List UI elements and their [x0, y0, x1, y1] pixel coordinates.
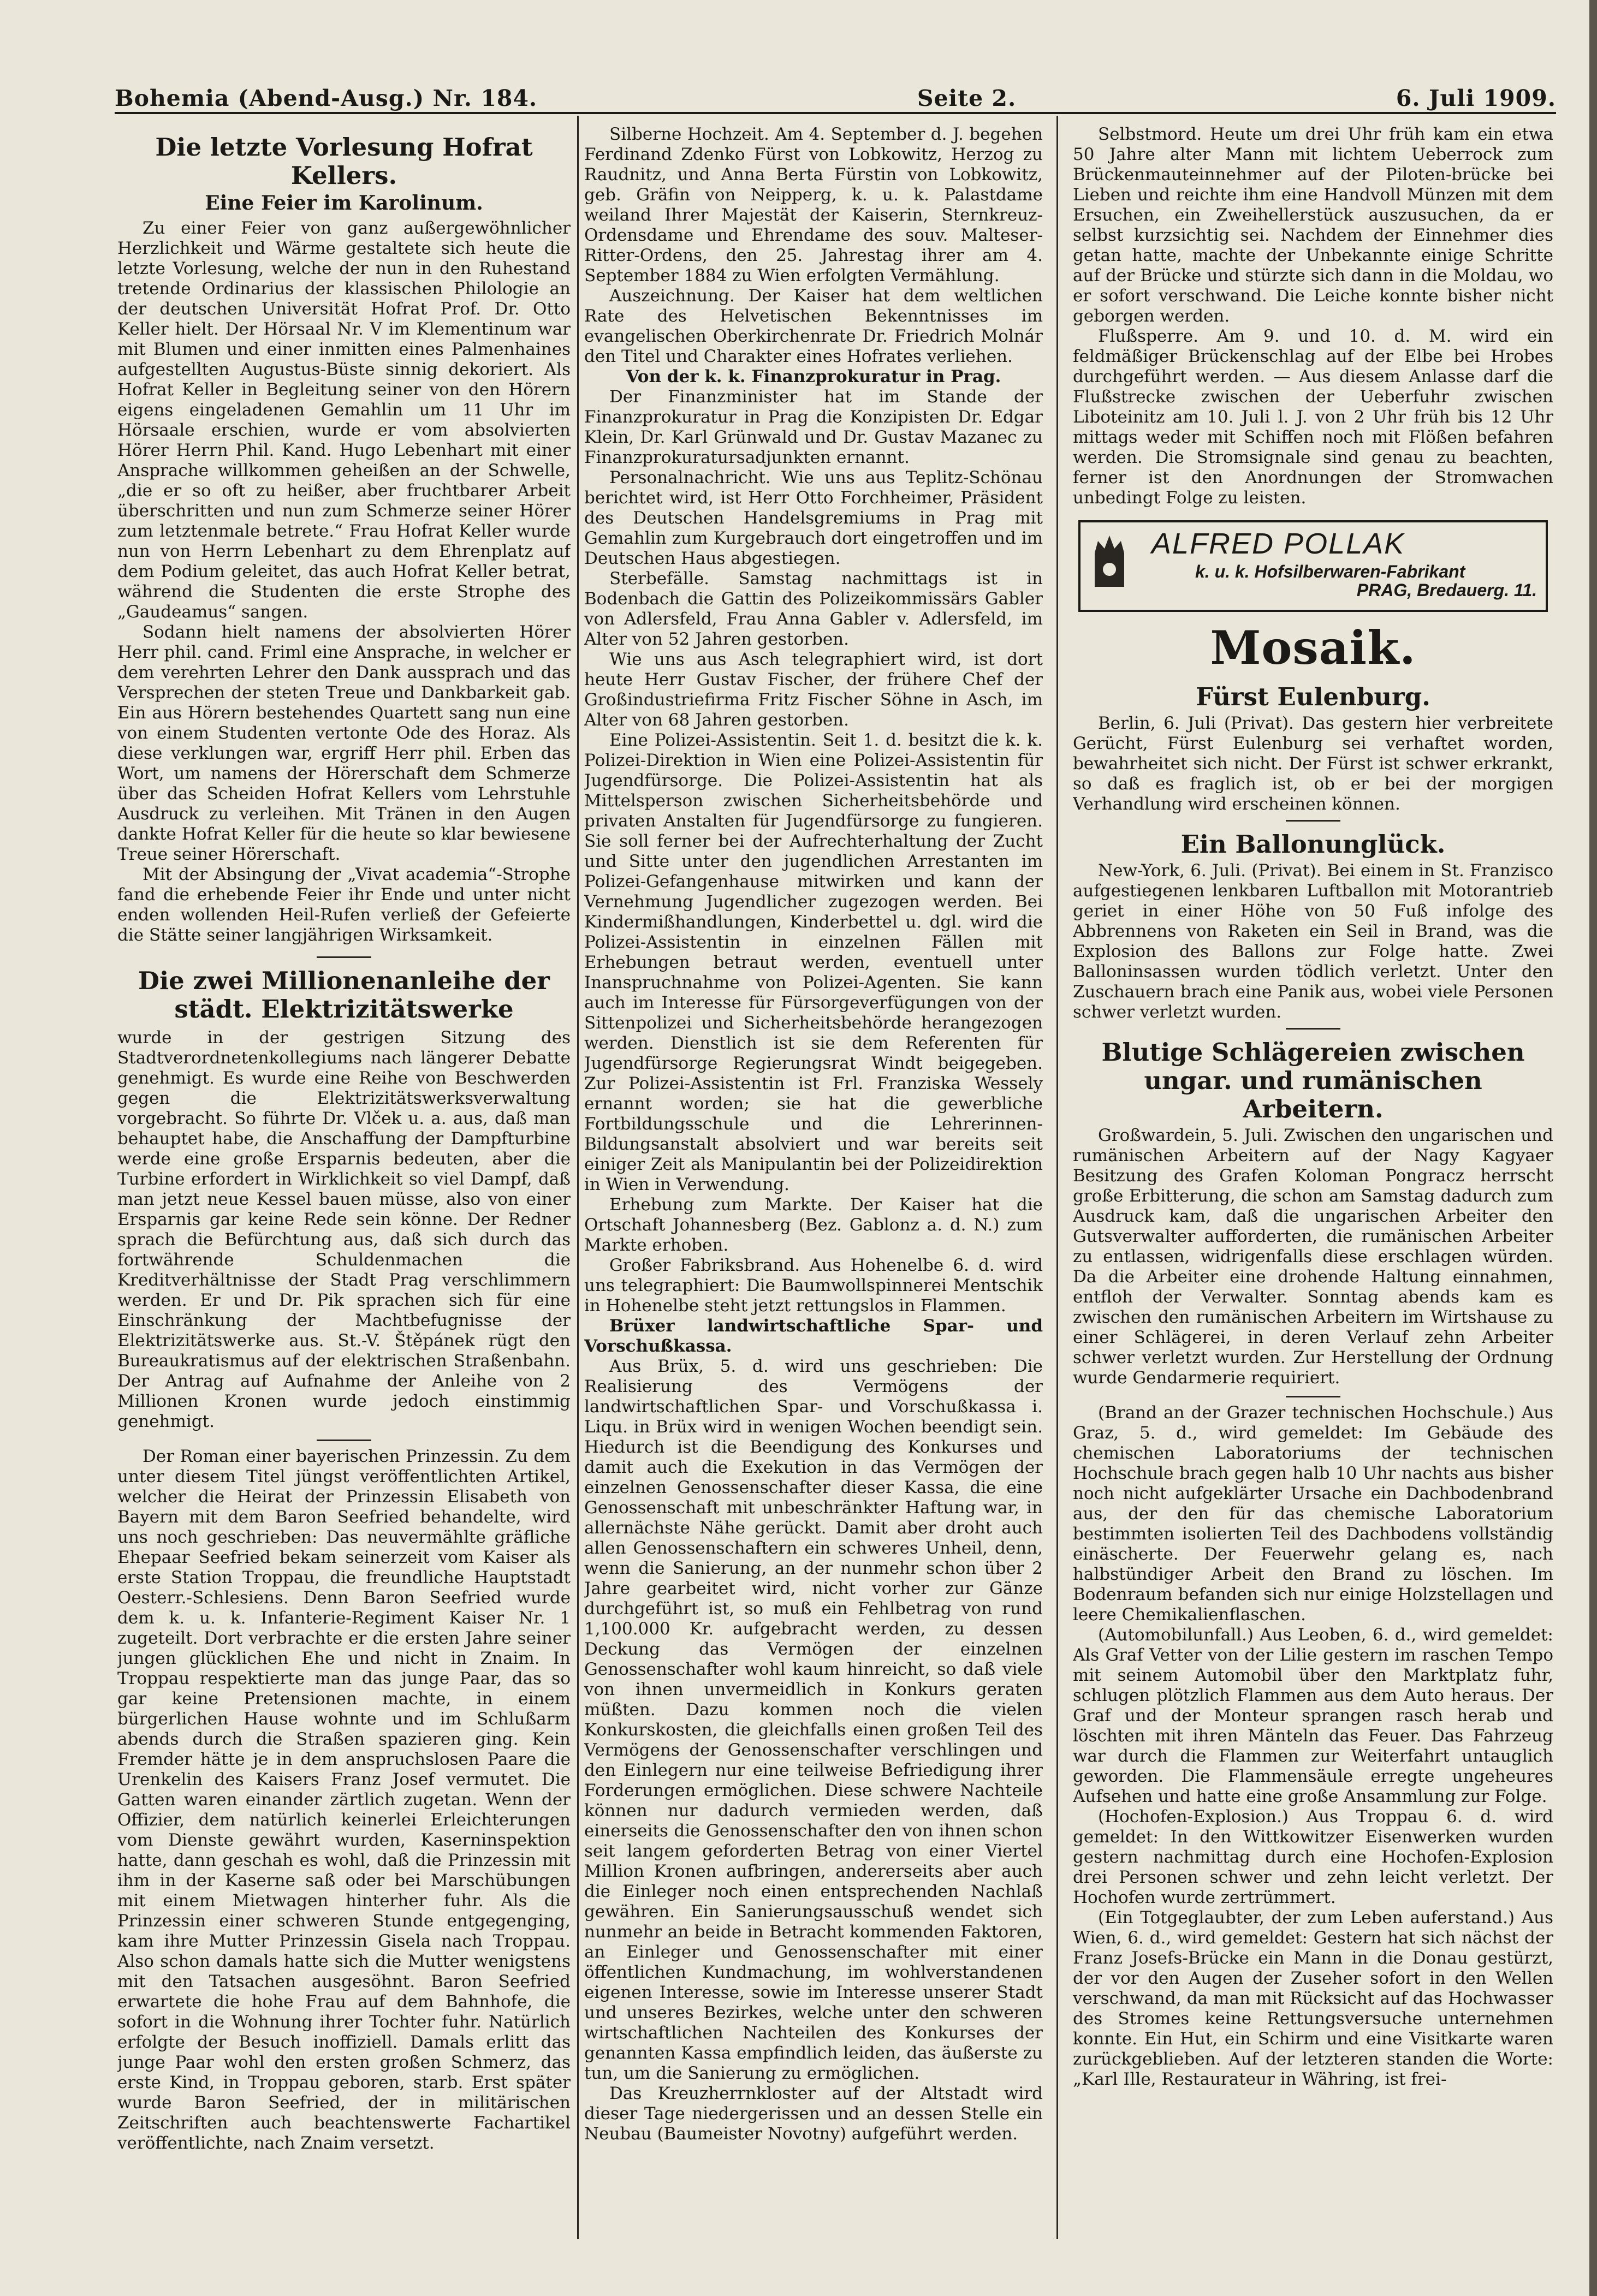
section-divider: [1286, 1028, 1340, 1030]
news-item: Erhebung zum Markte. Der Kaiser hat die Ortschaft Johannesberg (Bez. Gablonz a. d. N.) zum Markte erhoben.: [584, 1195, 1043, 1255]
news-item: Großwardein, 5. Juli. Zwischen den ungarischen und rumänischen Arbeitern auf der Nagy Kagyaer Besitzung des Grafen Koloman Pongracz herrscht große Erbitterung, die schon am Samstag dadurch zum Ausdruck kam, daß die ungarischen Arbeiter den Gutsverwalter aufforderten, die rumänischen Arbeiter zu entlassen, widrigenfalls diese erschlagen würden. Da die Arbeiter eine drohende Haltung einnahmen, entfloh der Verwalter. Sonntag abends kam es zwischen den rumänischen Arbeitern im Wirtshause zu einer Schlägerei, in deren Verlauf zehn Arbeiter schwer verletzt wurden. Zur Herstellung der Ordnung wurde Gendarmerie requiriert.: [1073, 1126, 1553, 1388]
article-headline: Die zwei Millionenanleihe der städt. Elektrizitätswerke: [138, 966, 550, 1024]
news-item: Silberne Hochzeit. Am 4. September d. J. begehen Ferdinand Zdenko Fürst von Lobkowitz, Herzog zu Raudnitz, und Anna Berta Fürstin von Lobkowitz, geb. Gräfin von Neipperg, k. u. k. Palastdame weiland Ihrer Majestät der Kaiserin, Sternkreuz-Ordensdame und Ehrendame des souv. Malteser-Ritter-Ordens, den 25. Jahrestag ihrer am 4. September 1884 zu Wien erfolgten Vermählung.: [584, 124, 1043, 285]
crown-logo-icon: [1090, 531, 1129, 591]
advertisement: [1078, 520, 1548, 612]
ad-address: PRAG, Bredauerg. 11.: [1356, 580, 1537, 600]
news-item: Sterbefälle. Samstag nachmittags ist in Bodenbach die Gattin des Polizeikommissärs Gabler von Adlersfeld, Frau Anna Gabler v. Adlersfeld, im Alter von 52 Jahren gestorben.: [584, 569, 1043, 649]
article-paragraph: Der Roman einer bayerischen Prinzessin. Zu dem unter diesem Titel jüngst veröffentlichten Artikel, welcher die Heirat der Prinzessin Elisabeth von Bayern mit dem Baron Seefried behandelte, wird uns noch geschrieben: Das neuvermählte gräfliche Ehepaar Seefried bekam seinerzeit vom Kaiser als erste Station Troppau, die freundliche Hauptstadt Oesterr.-Schlesiens. Denn Baron Seefried wurde dem k. u. k. Infanterie-Regiment Kaiser Nr. 1 zugeteilt. Dort verbrachte er die ersten Jahre seiner jungen glücklichen Ehe und nicht in Znaim. In Troppau respektierte man das junge Paar, das so gar keine Pretensionen machte, in einem bürgerlichen Hause wohnte und im Schlußarm abends durch die Straßen spazieren ging. Kein Fremder hätte je in dem anspruchslosen Paare die Urenkelin des Kaisers Franz Josef vermutet. Die Gatten waren einander zärtlich zugetan. Wenn der Offizier, dem natürlich keinerlei Erleichterungen vom Dienste gewährt wurden, Kaserninspektion hatte, dann geschah es wohl, daß die Prinzessin mit ihm in der Kaserne saß oder bei Marschübungen mit einem Mietwagen hinterher fuhr. Als die Prinzessin einer schweren Stunde entgegenging, kam ihre Mutter Prinzessin Gisela nach Troppau. Also schon damals hatte sich die Mutter wenigstens mit den Tatsachen ausgesöhnt. Baron Seefried erwartete die hohe Frau auf dem Bahnhofe, die sofort in die Wohnung ihrer Tochter fuhr. Natürlich erfolgte der Besuch inoffiziell. Damals erlitt das junge Paar wohl den ersten großen Schmerz, das erste Kind, in Troppau geboren, starb. Erst später wurde Baron Seefried, der in militärischen Zeitschriften auch beachtenswerte Fachartikel veröffentlichte, nach Znaim versetzt.: [117, 1447, 571, 2153]
column-1: [117, 124, 571, 2253]
masthead-date: 6. Juli 1909.: [1396, 85, 1556, 111]
column-rule-2: [1056, 116, 1058, 2239]
news-item: Berlin, 6. Juli (Privat). Das gestern hier verbreitete Gerücht, Fürst Eulenburg sei verhaftet worden, bewahrheitet sich nicht. Der Fürst ist schwer erkrankt, so daß es fraglich ist, ob er bei der morgigen Verhandlung wird erscheinen können.: [1073, 713, 1553, 814]
news-item: Selbstmord. Heute um drei Uhr früh kam ein etwa 50 Jahre alter Mann mit lichtem Ueberrock zum Brückenmauteinnehmer auf der Piloten-brücke bei Lieben und reichte ihm eine Handvoll Münzen mit dem Ersuchen, ein Zweihellerstück auszusuchen, da er selbst kurzsichtig sei. Nachdem der Einnehmer dies getan hatte, machte der Unbekannte einige Schritte auf der Brücke und stürzte sich dann in die Moldau, wo er sofort verschwand. Die Leiche konnte bisher nicht geborgen werden.: [1073, 124, 1553, 326]
news-item: (Hochofen-Explosion.) Aus Troppau 6. d. wird gemeldet: In den Wittkowitzer Eisenwerken wurden gestern nachmittag durch eine Hochofen-Explosion drei Personen schwer und zehn leicht verletzt. Der Hochofen wurde zertrümmert.: [1073, 1807, 1553, 1907]
section-divider: [317, 1440, 371, 1441]
news-item: Großer Fabriksbrand. Aus Hohenelbe 6. d. wird uns telegraphiert: Die Baumwollspinnerei Mentschik in Hohenelbe steht jetzt rettungslos in Flammen.: [584, 1256, 1043, 1316]
news-item-heading: Von der k. k. Finanzprokuratur in Prag.: [626, 367, 1001, 386]
column-2: [584, 124, 1043, 2253]
news-item: Das Kreuzherrnkloster auf der Altstadt wird dieser Tage niedergerissen und an dessen Stelle ein Neubau (Baumeister Novotny) aufgeführt werden.: [584, 2084, 1043, 2144]
news-item: New-York, 6. Juli. (Privat). Bei einem in St. Franzisco aufgestiegenen lenkbaren Luftballon mit Motorantrieb geriet in einer Höhe von 50 Fuß infolge des Abbrennens von Raketen ein Seil in Brand, was die Explosion des Ballons zur Folge hatte. Zwei Balloninsassen wurden tödlich verletzt. Unter den Zuschauern brach eine Panik aus, wobei viele Personen schwer verletzt wurden.: [1073, 861, 1553, 1022]
news-item: Wie uns aus Asch telegraphiert wird, ist dort heute Herr Gustav Fischer, der frühere Chef der Großindustriefirma Fritz Fischer Söhne in Asch, im Alter von 68 Jahren gestorben.: [584, 650, 1043, 730]
section-divider: [317, 956, 371, 958]
section-divider: [1286, 820, 1340, 822]
article-paragraph: Sodann hielt namens der absolvierten Hörer Herr phil. cand. Friml eine Ansprache, in welcher er dem verehrten Lehrer den Dank aussprach und das Versprechen der steten Treue und Dankbarkeit gab. Ein aus Hörern bestehendes Quartett sang nun eine von einem Studenten vertonte Ode des Horaz. Als diese verklungen war, ergriff Herr phil. Erben das Wort, um namens der Hörerschaft dem Schmerze über das Scheiden Hofrat Kellers vom Lehrstuhle Ausdruck zu verleihen. Mit Tränen in den Augen dankte Hofrat Keller für die heute so klar bewiesene Treue seiner Hörerschaft.: [117, 622, 571, 864]
news-item: (Automobilunfall.) Aus Leoben, 6. d., wird gemeldet: Als Graf Vetter von der Lilie gestern im raschen Tempo mit seinem Automobil über den Marktplatz fuhr, schlugen plötzlich Flammen aus dem Auto heraus. Der Graf und der Monteur sprangen rasch herab und löschten mit ihren Mänteln das Feuer. Das Fahrzeug war durch die Flammen zur Weiterfahrt untauglich geworden. Die Flammensäule erregte ungeheures Aufsehen und hatte eine große Ansammlung zur Folge.: [1073, 1625, 1553, 1806]
news-item: Der Finanzminister hat im Stande der Finanzprokuratur in Prag die Konzipisten Dr. Edgar Klein, Dr. Karl Grünwald und Dr. Gustav Mazanec zu Finanzprokuratursadjunkten ernannt.: [584, 387, 1043, 467]
article-headline: Ein Ballonunglück.: [1180, 830, 1446, 859]
article-subheadline: Eine Feier im Karolinum.: [205, 192, 483, 215]
column-rule-1: [577, 116, 579, 2239]
article-headline: Die letzte Vorlesung Hofrat Kellers.: [155, 133, 533, 190]
section-divider: [1286, 1396, 1340, 1397]
masthead: [115, 81, 1556, 111]
news-item: Eine Polizei-Assistentin. Seit 1. d. besitzt die k. k. Polizei-Direktion in Wien eine Polizei-Assistentin für Jugendfürsorge. Die Polizei-Assistentin hat als Mittelsperson zwischen Sicherheitsbehörde und privaten Anstalten für Jugendfürsorge zu fungieren. Sie soll ferner bei der Aufrechterhaltung der Zucht und Sitte unter den jugendlichen Arrestanten im Polizei-Gefangenhause mitwirken und kann der Vernehmung Jugendlicher zugezogen werden. Bei Kindermißhandlungen, Kinderbettel u. dgl. wird die Polizei-Assistentin in einzelnen Fällen mit Erhebungen betraut werden, eventuell unter Inanspruchnahme von Polizei-Agenten. Sie kann auch im Interesse für Fürsorgeverfügungen von der Sittenpolizei und Sicherheitsbehörde herangezogen werden. Dienstlich ist sie dem Referenten für Jugendfürsorge Regierungsrat Windt beigegeben. Zur Polizei-Assistentin ist Frl. Franziska Wessely ernannt worden; sie hat die gewerbliche Fortbildungsschule und die Lehrerinnen-Bildungsanstalt absolviert und war bereits seit einiger Zeit als Manipulantin bei der Polizeidirektion in Wien in Verwendung.: [584, 730, 1043, 1194]
news-item: (Brand an der Grazer technischen Hochschule.) Aus Graz, 5. d., wird gemeldet: Im Gebäude des chemischen Laboratoriums der technischen Hochschule brach gegen halb 10 Uhr nachts aus bisher noch nicht aufgeklärter Ursache ein Dachbodenbrand aus, der den für das chemische Laboratorium bestimmten isolierten Teil des Dachbodens vollständig einäscherte. Der Feuerwehr gelang es, nach halbstündiger Arbeit den Brand zu löschen. Im Bodenraum befanden sich nur einige Holzstellagen und leere Chemikalienflaschen.: [1073, 1403, 1553, 1625]
news-item-heading: Brüxer landwirtschaftliche Spar- und Vorschußkassa.: [584, 1316, 1043, 1356]
masthead-page: Seite 2.: [917, 85, 1017, 111]
article-headline: Fürst Eulenburg.: [1196, 682, 1430, 711]
masthead-rule: [115, 112, 1556, 114]
article-paragraph: wurde in der gestrigen Sitzung des Stadtverordnetenkollegiums nach längerer Debatte genehmigt. Es wurde eine Reihe von Beschwerden gegen die Elektrizitätswerksverwaltung vorgebracht. So führte Dr. Vlček u. a. aus, daß man behauptet habe, die Anschaffung der Dampfturbine werde eine große Ersparnis bedeuten, aber die Turbine erfordert in Wirklichkeit so viel Dampf, daß man jetzt neue Kessel bauen müsse, also von einer Ersparnis gar keine Rede sein könne. Der Redner sprach die Befürchtung aus, daß sich durch das fortwährende Schuldenmachen die Kreditverhältnisse der Stadt Prag verschlimmern werden. Er und Dr. Pik sprachen sich für eine Einschränkung der Machtbefugnisse der Elektrizitätswerke aus. St.-V. Štěpánek rügt den Bureaukratismus auf der elektrischen Straßenbahn. Der Antrag auf Aufnahme der Anleihe von 2 Millionen Kronen wurde jedoch einstimmig genehmigt.: [117, 1028, 571, 1431]
masthead-paper: Bohemia (Abend-Ausg.) Nr. 184.: [115, 85, 538, 111]
news-item: Aus Brüx, 5. d. wird uns geschrieben: Die Realisierung des Vermögens der landwirtschaftlichen Spar- und Vorschußkassa i. Liqu. in Brüx wird in wenigen Wochen beendigt sein. Hiedurch ist die Beendigung des Konkurses und damit auch die Exekution in das Vermögen der einzelnen Genossenschafter dieser Kassa, die eine Genossenschaft mit unbeschränkter Haftung war, in allernächste Nähe gerückt. Damit aber droht auch allen Genossenschaftern ein schweres Unheil, denn, wenn die Sanierung, an der nunmehr schon über 2 Jahre gearbeitet wird, nicht vorher zur Gänze durchgeführt ist, so muß ein Fehlbetrag von rund 1,100.000 Kr. aufgebracht werden, zu dessen Deckung das Vermögen der einzelnen Genossenschafter wohl kaum hinreicht, so daß viele von ihnen unvermeidlich in Konkurs geraten müßten. Dazu kommen noch die vielen Konkurskosten, die gleichfalls einen großen Teil des Vermögens der Genossenschafter verschlingen und den Einlegern nur eine teilweise Befriedigung ihrer Forderungen ermöglichen. Diese schwere Nachteile können nur dadurch vermieden werden, daß einerseits die Genossenschafter den von ihnen schon seit langem geforderten Betrag von einer Viertel Million Kronen aufbringen, andererseits aber auch die Einleger noch einen entsprechenden Nachlaß gewähren. Ein Sanierungsausschuß wendet sich nunmehr an beide in Betracht kommenden Faktoren, an Einleger und Genossenschafter mit einer öffentlichen Kundmachung, im wohlverstandenen eigenen Interesse, sowie im Interesse unserer Stadt und unseres Bezirkes, welche unter den schweren wirtschaftlichen Nachteilen des Konkurses der genannten Kassa empfindlich leiden, das äußerste zu tun, um die Sanierung zu ermöglichen.: [584, 1357, 1043, 2083]
news-item: Flußsperre. Am 9. und 10. d. M. wird ein feldmäßiger Brückenschlag auf der Elbe bei Hrobes durchgeführt werden. — Aus diesem Anlasse darf die Flußstrecke zwischen der Ueberfuhr zwischen Liboteinitz am 10. Juli l. J. von 2 Uhr früh bis 12 Uhr mittags weder mit Schiffen noch mit Flößen befahren werden. Die Stromsignale sind genau zu beachten, ferner ist den Anordnungen der Stromwachen unbedingt Folge zu leisten.: [1073, 326, 1553, 508]
ad-company-name: ALFRED POLLAK: [1151, 527, 1405, 560]
news-item: (Ein Totgeglaubter, der zum Leben auferstand.) Aus Wien, 6. d., wird gemeldet: Gestern hat sich nächst der Franz Josefs-Brücke ein Mann in die Donau gestürzt, der vor den Augen der Zuseher sofort in den Wellen verschwand, da man mit Rücksicht auf das Hochwasser des Stromes keine Rettungsversuche unternehmen konnte. Ein Hut, ein Schirm und eine Visitkarte waren zurückgeblieben. Auf der letzteren standen die Worte: „Karl Ille, Restaurateur in Währing, ist frei-: [1073, 1908, 1553, 2089]
ad-tagline: k. u. k. Hofsilberwaren-Fabrikant: [1195, 562, 1465, 581]
article-paragraph: Zu einer Feier von ganz außergewöhnlicher Herzlichkeit und Wärme gestaltete sich heute die letzte Vorlesung, welche der nun in den Ruhestand tretende Ordinarius der klassischen Philologie an der deutschen Universität Hofrat Prof. Dr. Otto Keller hielt. Der Hörsaal Nr. V im Klementinum war mit Blumen und einer inmitten eines Palmenhaines aufgestellten Augustus-Büste sinnig dekoriert. Als Hofrat Keller in Begleitung seiner von den Hörern eigens eingeladenen Gemahlin um 11 Uhr im Hörsaale erschien, wurde er vom absolvierten Hörer Herrn Phil. Kand. Hugo Lebenhart mit einer Ansprache willkommen geheißen an der Schwelle, „die er so oft zu heißer, aber fruchtbarer Arbeit überschritten und nun zum Schmerze seiner Hörer zum letztenmale betrete.“ Frau Hofrat Keller wurde nun von Herrn Lebenhart zu dem Ehrenplatz auf dem Podium geleitet, das auch Hofrat Keller betrat, während die Studenten die erste Strophe des „Gaudeamus“ sangen.: [117, 218, 571, 622]
news-item: Auszeichnung. Der Kaiser hat dem weltlichen Rate des Helvetischen Bekenntnisses im evangelischen Oberkirchenrate Dr. Friedrich Molnár den Titel und Charakter eines Hofrates verliehen.: [584, 286, 1043, 366]
news-item: Personalnachricht. Wie uns aus Teplitz-Schönau berichtet wird, ist Herr Otto Forchheimer, Präsident des Deutschen Handelsgremiums in Prag mit Gemahlin zum Kurgebrauch dort eingetroffen und im Deutschen Haus abgestiegen.: [584, 468, 1043, 568]
article-paragraph: Mit der Absingung der „Vivat academia“-Strophe fand die erhebende Feier ihr Ende und unter nicht enden wollenden Heil-Rufen verließ der Gefeierte die Stätte seiner langjährigen Wirksamkeit.: [117, 865, 571, 945]
section-title: Mosaik.: [1210, 621, 1416, 675]
page-edge: [1589, 0, 1597, 2296]
column-3: [1073, 124, 1553, 2253]
article-headline: Blutige Schlägereien zwischen ungar. und rumänischen Arbeitern.: [1101, 1038, 1525, 1123]
